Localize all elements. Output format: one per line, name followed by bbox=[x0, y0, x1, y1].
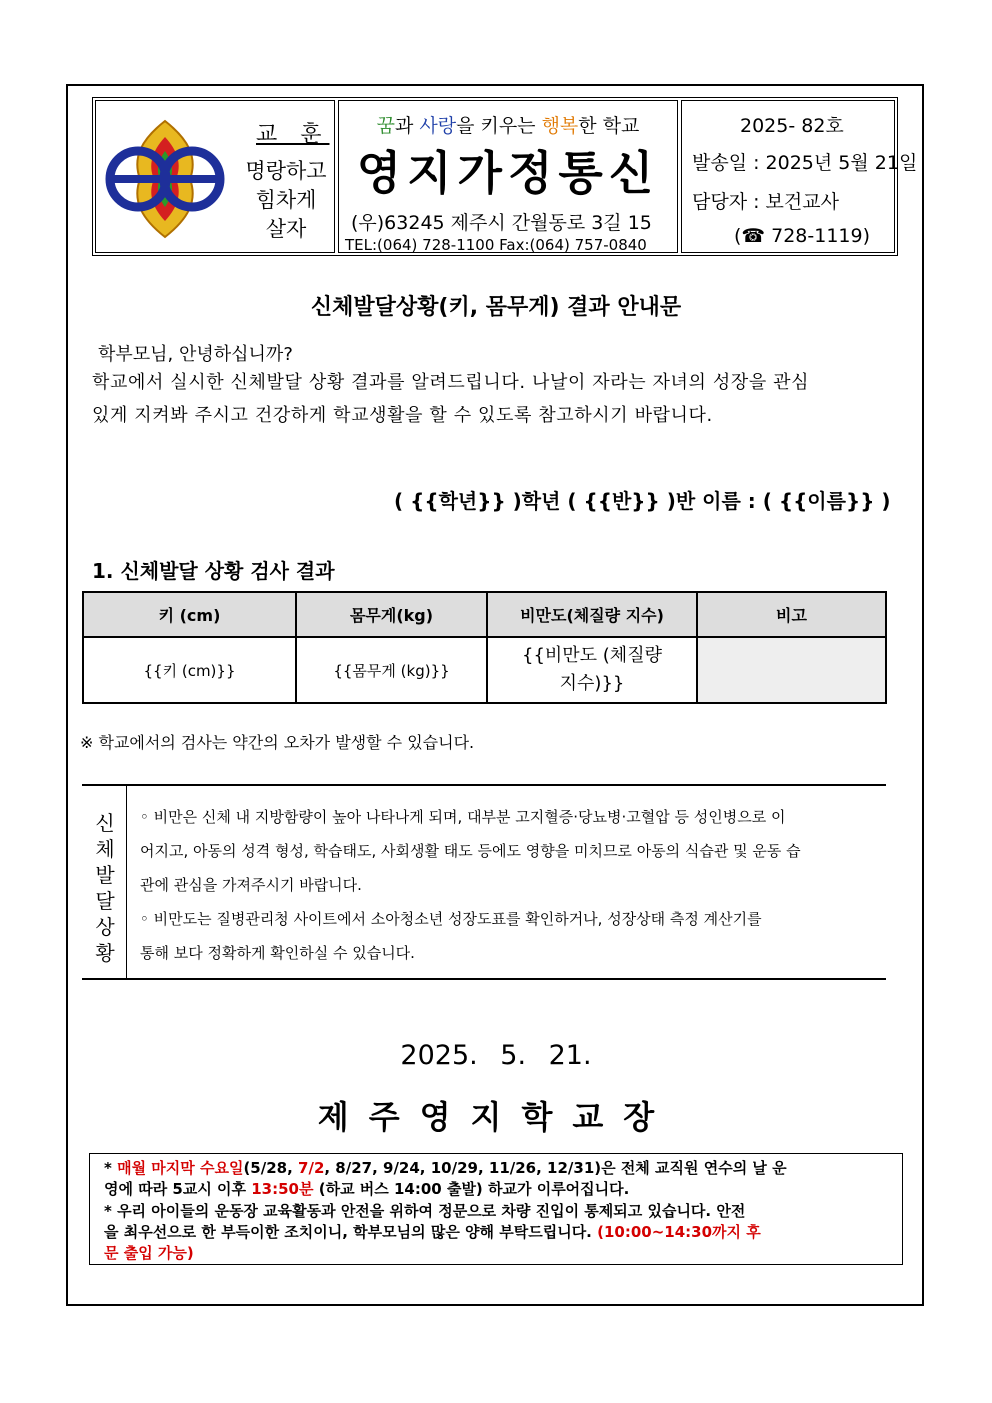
issue-info-cell bbox=[681, 100, 918, 253]
notice-box bbox=[89, 1153, 903, 1265]
info-line: 어지고, 아동의 성격 형성, 학습태도, 사회생활 태도 등에도 영향을 미치므로 아동의 식습관 및 운동 습 bbox=[140, 842, 801, 860]
weight-value: {{몸무게 (kg)}} bbox=[296, 637, 487, 703]
motto-line: 살자 bbox=[265, 217, 307, 241]
issue-date: 2025. 5. 21. bbox=[400, 1040, 592, 1071]
remark-value bbox=[697, 637, 886, 703]
notice-highlight: (10:00~14:30까지 후 bbox=[597, 1223, 761, 1241]
motto-line: 명랑하고 bbox=[245, 159, 327, 183]
side-char: 황 bbox=[95, 941, 115, 965]
notice-text: , 8/27, 9/24, 10/29, 11/26, 12/31)은 전체 교직원 연수의 날 운 bbox=[324, 1159, 787, 1177]
newsletter-title: 영지가정통신 bbox=[356, 146, 660, 200]
notice-text: 을 최우선으로 한 부득이한 조치이니, 학부모님의 많은 양해 부탁드립니다. bbox=[104, 1223, 598, 1241]
col-remark: 비고 bbox=[697, 592, 886, 637]
motto-text bbox=[240, 157, 332, 244]
notice-line bbox=[104, 1221, 761, 1242]
notice-highlight: 13:50분 bbox=[251, 1180, 314, 1198]
notice-text: * bbox=[104, 1159, 118, 1177]
notice-line bbox=[104, 1157, 787, 1178]
info-line: ◦ 비만도는 질병관리청 사이트에서 소아청소년 성장도표를 확인하거나, 성장상태 측정 계산기를 bbox=[140, 910, 762, 928]
school-slogan bbox=[339, 111, 677, 138]
intro-line: 있게 지켜봐 주시고 건강하게 학교생활을 할 수 있도록 참고하시기 바랍니다. bbox=[92, 405, 713, 426]
col-bmi: 비만도(체질량 지수) bbox=[487, 592, 697, 637]
info-box-side bbox=[82, 786, 127, 978]
slogan-part: 을 키우는 bbox=[456, 115, 542, 137]
col-height: 키 (cm) bbox=[83, 592, 296, 637]
section-title: 1. 신체발달 상황 검사 결과 bbox=[92, 559, 335, 583]
newsletter-header bbox=[92, 97, 918, 256]
notice-line: * 우리 아이들의 운동장 교육활동과 안전을 위하여 정문으로 차량 진입이 통제되고 있습니다. 안전 bbox=[104, 1202, 746, 1220]
principal-signature: 제주영지학교장 bbox=[317, 1098, 675, 1136]
side-label bbox=[94, 810, 116, 966]
measurement-note: ※ 학교에서의 검사는 약간의 오차가 발생할 수 있습니다. bbox=[80, 733, 475, 752]
table-row bbox=[83, 637, 886, 703]
notice-line: 문 출입 가능) bbox=[104, 1244, 194, 1262]
side-char: 달 bbox=[95, 889, 115, 913]
slogan-part: 꿈 bbox=[376, 115, 395, 137]
notice-highlight: 매월 마지막 수요일 bbox=[117, 1159, 244, 1177]
info-line: 관에 관심을 가져주시기 바랍니다. bbox=[140, 876, 362, 894]
bmi-line: 지수)}} bbox=[559, 673, 625, 694]
motto-line: 힘차게 bbox=[255, 188, 317, 212]
bmi-line: {{비만도 (체질량 bbox=[522, 645, 662, 666]
slogan-part: 과 bbox=[394, 115, 420, 137]
notice-text: (5/28, bbox=[243, 1159, 299, 1177]
slogan-part: 한 학교 bbox=[578, 115, 640, 137]
manager-phone: (☎ 728-1119) bbox=[734, 225, 871, 247]
side-char: 발 bbox=[95, 863, 115, 887]
side-char: 상 bbox=[95, 915, 115, 939]
issue-number: 2025- 82호 bbox=[740, 115, 844, 137]
notice-text: 영에 따라 5교시 이후 bbox=[104, 1180, 252, 1198]
intro-line: 학교에서 실시한 신체발달 상황 결과를 알려드립니다. 나날이 자라는 자녀의 성장을 관심 bbox=[92, 372, 810, 393]
school-logo-icon bbox=[102, 117, 228, 241]
motto-cell bbox=[95, 100, 335, 253]
col-weight: 몸무게(kg) bbox=[296, 592, 487, 637]
info-line: 통해 보다 정확하게 확인하실 수 있습니다. bbox=[140, 944, 415, 962]
send-date: 발송일 : 2025년 5월 21일 bbox=[692, 152, 918, 174]
height-value: {{키 (cm)}} bbox=[83, 637, 296, 703]
table-header-row bbox=[83, 592, 886, 637]
manager: 담당자 : 보건교사 bbox=[692, 191, 839, 213]
notice-line bbox=[104, 1178, 629, 1199]
side-char: 체 bbox=[95, 837, 115, 861]
motto-title: 교 훈 bbox=[256, 122, 330, 147]
slogan-part: 행복 bbox=[541, 115, 579, 137]
notice-highlight: 7/2 bbox=[298, 1159, 325, 1177]
school-address: (우)63245 제주시 간월동로 3길 15 bbox=[351, 212, 652, 234]
student-info: ( {{학년}} )학년 ( {{반}} )반 이름 : ( {{이름}} ) bbox=[394, 489, 891, 513]
slogan-part: 사랑 bbox=[419, 115, 457, 137]
info-line: ◦ 비만은 신체 내 지방함량이 높아 나타나게 되며, 대부분 고지혈증·당뇨병·고혈압 등 성인병으로 이 bbox=[140, 808, 786, 826]
greeting: 학부모님, 안녕하십니까? bbox=[98, 344, 293, 365]
title-cell bbox=[338, 100, 678, 253]
bmi-value bbox=[487, 637, 697, 703]
info-box bbox=[82, 784, 886, 980]
school-tel-fax: TEL:(064) 728-1100 Fax:(064) 757-0840 bbox=[345, 236, 647, 254]
results-table bbox=[82, 591, 887, 704]
notice-text: (하교 버스 14:00 출발) 하교가 이루어집니다. bbox=[313, 1180, 630, 1198]
side-char: 신 bbox=[95, 811, 115, 835]
document-title: 신체발달상황(키, 몸무게) 결과 안내문 bbox=[310, 295, 682, 320]
